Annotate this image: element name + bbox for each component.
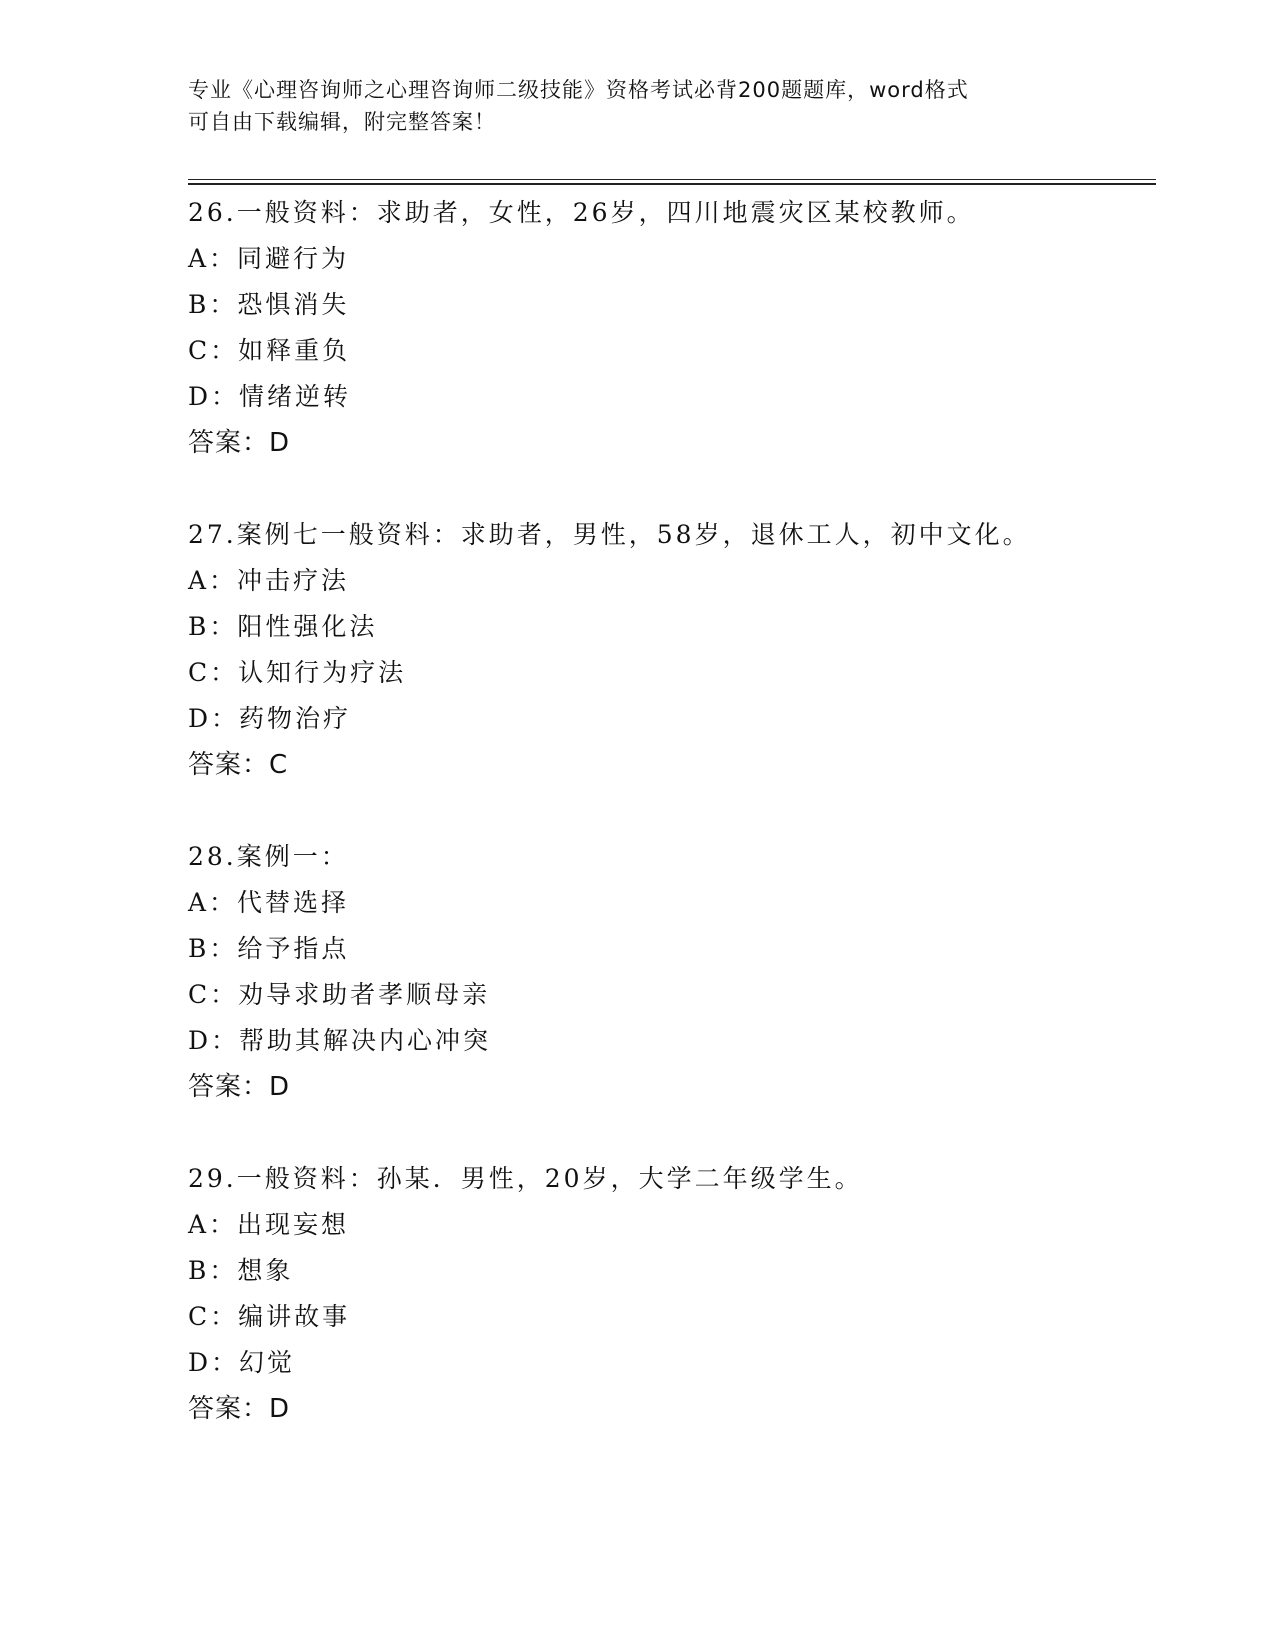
option-a: A：冲击疗法 bbox=[188, 566, 350, 595]
question-stem: 26.一般资料：求助者，女性，26岁，四川地震灾区某校教师。 bbox=[188, 198, 975, 227]
header-line-1: 专业《心理咨询师之心理咨询师二级技能》资格考试必背200题题库，word格式 bbox=[188, 78, 969, 102]
option-a: A：代替选择 bbox=[188, 888, 350, 917]
header-divider-thin bbox=[188, 179, 1156, 180]
option-b: B：阳性强化法 bbox=[188, 612, 378, 641]
option-c: C：认知行为疗法 bbox=[188, 658, 407, 687]
answer-label: 答案：D bbox=[188, 1072, 291, 1102]
option-d: D：情绪逆转 bbox=[188, 382, 352, 411]
question-27 bbox=[188, 512, 1156, 788]
header-divider-thick bbox=[188, 183, 1156, 185]
answer-label: 答案：C bbox=[188, 750, 289, 780]
option-b: B：给予指点 bbox=[188, 934, 350, 963]
option-d: D：幻觉 bbox=[188, 1348, 296, 1377]
option-c: C：编讲故事 bbox=[188, 1302, 351, 1331]
question-list bbox=[188, 190, 1156, 1478]
option-d: D：药物治疗 bbox=[188, 704, 352, 733]
option-c: C：劝导求助者孝顺母亲 bbox=[188, 980, 491, 1009]
question-stem: 28.案例一： bbox=[188, 842, 349, 871]
document-header bbox=[188, 74, 1088, 138]
question-stem: 27.案例七一般资料：求助者，男性，58岁，退休工人，初中文化。 bbox=[188, 520, 1031, 549]
option-b: B：恐惧消失 bbox=[188, 290, 350, 319]
option-a: A：同避行为 bbox=[188, 244, 350, 273]
option-b: B：想象 bbox=[188, 1256, 294, 1285]
question-26 bbox=[188, 190, 1156, 466]
answer-label: 答案：D bbox=[188, 428, 291, 458]
answer-label: 答案：D bbox=[188, 1394, 291, 1424]
option-d: D：帮助其解决内心冲突 bbox=[188, 1026, 492, 1055]
question-29 bbox=[188, 1156, 1156, 1432]
header-line-2: 可自由下载编辑，附完整答案！ bbox=[188, 110, 496, 134]
question-28 bbox=[188, 834, 1156, 1110]
option-a: A：出现妄想 bbox=[188, 1210, 350, 1239]
option-c: C：如释重负 bbox=[188, 336, 351, 365]
question-stem: 29.一般资料：孙某．男性，20岁，大学二年级学生。 bbox=[188, 1164, 863, 1193]
